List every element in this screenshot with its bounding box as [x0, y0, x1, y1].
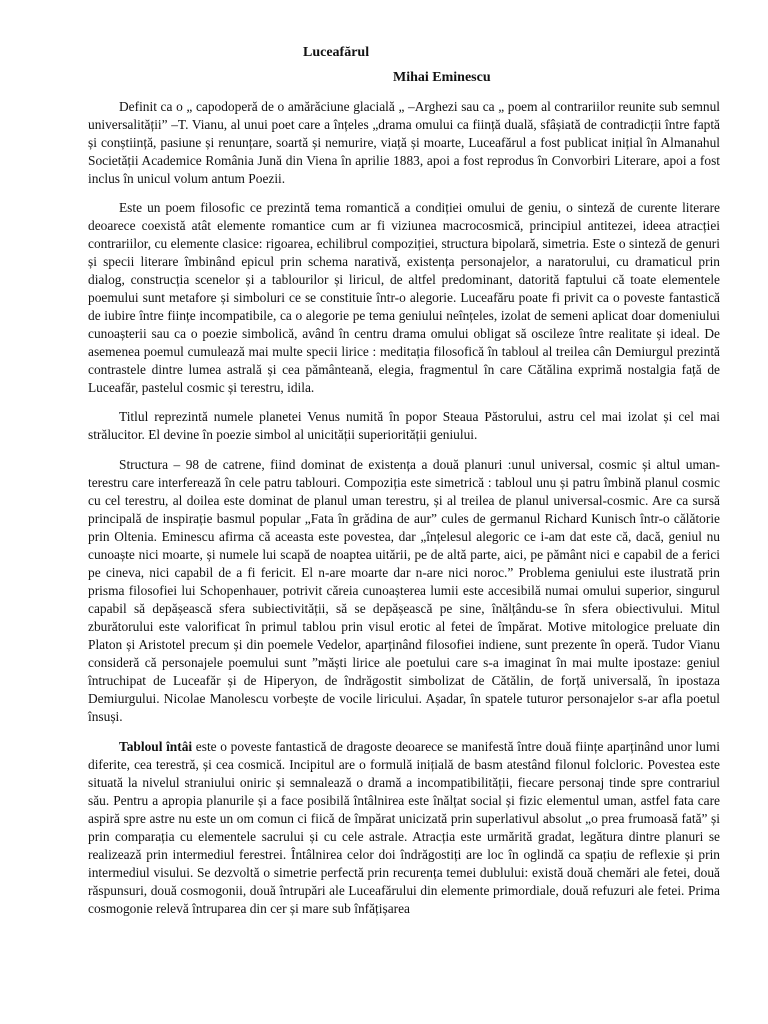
- document-body: [88, 98, 720, 926]
- paragraph-text: Definit ca o „ capodoperă de o amărăciune glacială „ –Arghezi sau ca „ poem al contrariilor reunite sub semnul universalității” –T. Vianu, al unui poet care a înțeles „drama omului ca ființă duală, sfâșiată de contradicții între faptă și conștiință, pasiune și renunțare, soartă și nemurire, viață și moarte, Luceafărul a fost publicat inițial în Almanahul Societății Academice România Jună din Viena în aprilie 1883, apoi a fost reprodus în Convorbiri Literare, apoi a fost inclus în unicul volum antum Poezii.: [88, 99, 720, 186]
- paragraph-intro: [88, 98, 720, 188]
- paragraph-lead: Tabloul întâi: [119, 739, 193, 754]
- paragraph-text: Structura – 98 de catrene, fiind dominat de existența a două planuri :unul universal, cosmic și altul uman- terestru care interferează în cele patru tablouri. Compoziția este simetrică : tabloul unu și patru îmbină planul cosmic cu cel terestru, al doilea este dominat de planul uman terestru, și al treilea de planul universal-cosmic. Are ca sursă principală de inspirație basmul popular „Fata în grădina de aur” cules de germanul Richard Kunisch într-o călătorie prin Oltenia. Eminescu afirma că aceasta este povestea, dar „înțelesul alegoric ce i-am dat este că, dacă, geniul nu cunoaște nici moarte, și numele lui scapă de noaptea uitării, pe de altă parte, aici, pe pământ nici e capabil de a ferici pe cineva, nici capabil de a fi fericit. El n-are moarte dar n-are nici noroc.” Problema geniului este ilustrată prin prisma filosofiei lui Schopenhauer, potrivit căreia cunoașterea lumii este accesibilă numai omului superior, singurul capabil să depășească sfera subiectivității, să se depășească pe sine, înălțându-se în sfera obiectivului. Mitul zburătorului este valorificat în primul tablou prin visul erotic al fetei de împărat. Motive mitologice preluate din Platon și Aristotel precum și din poemele Vedelor, aparținând filosofiei indiene, sunt prezente în operă. Tudor Vianu consideră că personajele poemului sunt ”măști lirice ale poetului care s-a imaginat în mai multe ipostaze: geniul întruchipat de Luceafăr și de Hiperyon, de îndrăgostit simbolizat de Cătălin, de forță universală, în ipostaza Demiurgului. Nicolae Manolescu vorbește de vocile liricului. Așadar, în spatele tuturor personajelor s-ar afla poetul însuși.: [88, 457, 720, 724]
- paragraph-structure: [88, 456, 720, 726]
- paragraph-text: Titlul reprezintă numele planetei Venus numită în popor Steaua Păstorului, astru cel mai izolat și cel mai strălucitor. El devine în poezie simbol al unicității superiorității geniului.: [88, 409, 720, 442]
- document-author: Mihai Eminescu: [393, 70, 491, 85]
- paragraph-title: [88, 408, 720, 444]
- paragraph-tableau-one: [88, 738, 720, 918]
- paragraph-text: Este un poem filosofic ce prezintă tema romantică a condiției omului de geniu, o sinteză de curente literare deoarece coexistă atât elemente romantice cum ar fi viziunea macrocosmică, principiul antitezei, ideea atracției contrariilor, cu elemente clasice: rigoarea, echilibrul compoziției, structura bipolară, simetria. Este o sinteză de genuri și specii literare îmbinând epicul prin schema narativă, existența personajelor, a naratorului, cu dramaticul prin dialog, construcția scenelor și a tablourilor și liricul, de altfel predominant, datorită faptului că toate elementele poemului sunt metafore și simboluri ce se constituie într-o alegorie. Luceafăru poate fi privit ca o poveste fantastică de iubire între ființe incompatibile, ca o alegorie pe tema geniului neînțeles, izolat de semeni aplicat doar domeniului cunoașterii sau ca o poezie simbolică, având în centru drama omului obligat să oscileze între realitate și ideal. De asemenea poemul cumulează mai multe specii lirice : meditația filosofică în tabloul al treilea cân Demiurgul prezintă contrastele dintre lumea astrală și cea pământeană, elegia, fragmentul în care Cătălina exprimă nostalgia față de Luceafăr, pastelul cosmic și terestru, idila.: [88, 200, 720, 395]
- document-title: Luceafărul: [303, 45, 370, 60]
- paragraph-text: este o poveste fantastică de dragoste deoarece se manifestă între două ființe aparținând unor lumi diferite, cea terestră, și cea cosmică. Incipitul are o formulă inițială de basm atestând filonul folcloric. Povestea este situată la nivelul straniului oniric și semnalează o dramă a incompatibilității, fiecare personaj tinde spre contrariul său. Pentru a apropia planurile și a face posibilă întâlnirea este înălțat social și fizic elementul uman, astfel fata care aspiră spre astre nu este un om comun ci fiică de împărat unicizată prin superlativul absolut „o prea frumoasă fată” și prin comparația cu elementele sacrului și cu cele astrale. Atracția este urmărită gradat, legătura dintre planuri se realizează prin intermediul ferestrei. Întâlnirea celor doi îndrăgostiți are loc în oglindă ca spațiu de reflexie și prin intermediul visului. Se dezvoltă o simetrie perfectă prin recurența temei dublului: există două chemări ale fetei, două răspunsuri, două cosmogonii, două întrupări ale Luceafărului din elemente primordiale, două refuzuri ale fetei. Prima cosmogonie relevă întruparea din cer și mare sub înfățișarea: [88, 739, 720, 916]
- paragraph-genre: [88, 199, 720, 397]
